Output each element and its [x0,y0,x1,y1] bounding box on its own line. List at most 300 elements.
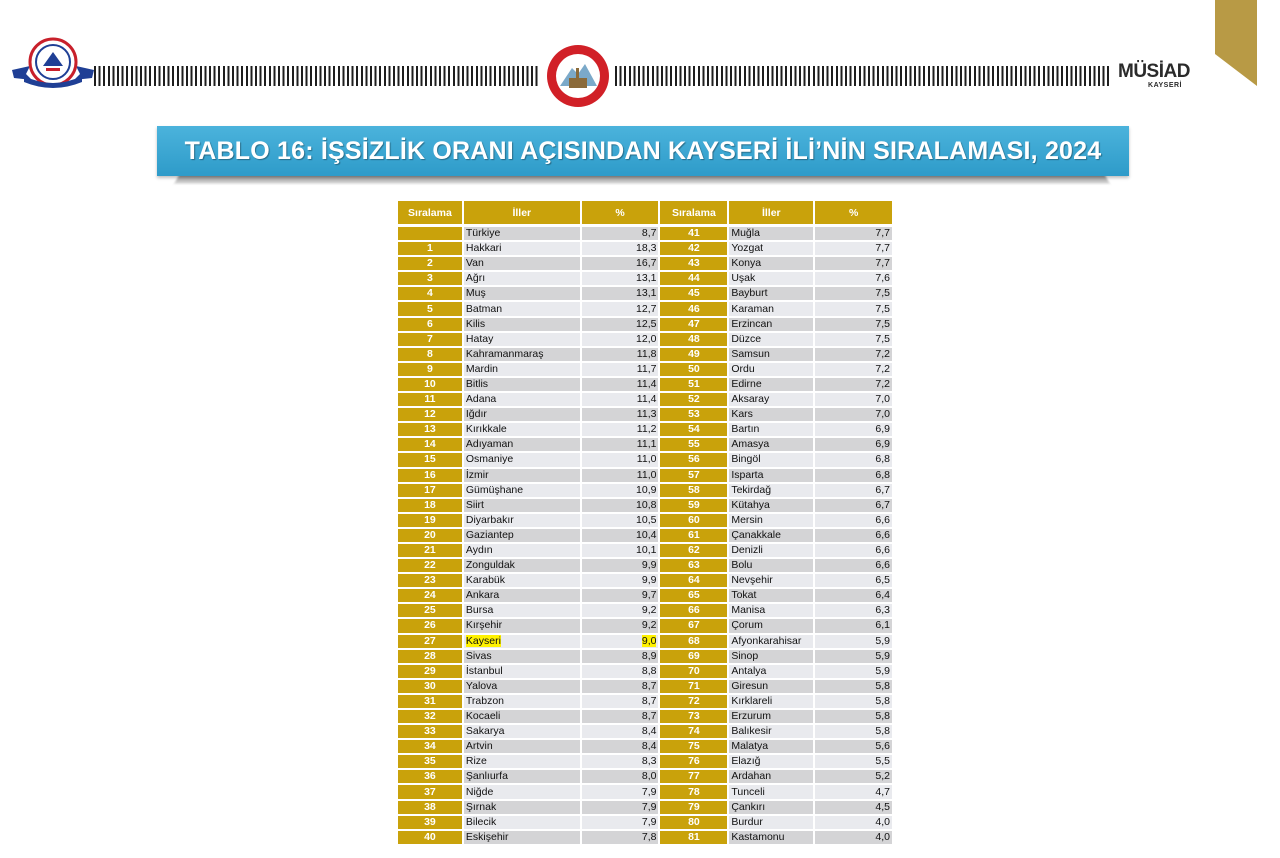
city-cell-text: Yalova [465,679,498,692]
percent-cell [582,423,659,438]
rank-cell [398,725,462,740]
table-row [660,257,892,272]
percent-cell [815,680,892,695]
rank-cell [398,287,462,302]
percent-cell [815,695,892,710]
city-cell [464,302,580,317]
rank-cell-text: 43 [688,257,700,270]
percent-cell [815,529,892,544]
rank-cell-text: 50 [688,362,700,375]
rank-cell [660,619,727,634]
percent-cell [582,650,659,665]
rank-cell-text: 65 [688,589,700,602]
percent-cell [582,453,659,468]
rank-cell-text: 40 [424,830,436,843]
percent-cell-text: 9,7 [641,589,657,602]
table-row [398,680,658,695]
rank-cell [398,318,462,333]
rank-cell [660,242,727,257]
rank-cell-text: 51 [688,377,700,390]
percent-cell [815,559,892,574]
city-cell-text: Tokat [731,589,757,602]
percent-cell-text: 7,2 [875,377,890,390]
rank-cell-text: 1 [427,242,433,255]
rank-cell [660,363,727,378]
rank-cell-text: 9 [427,362,433,375]
rank-cell-text: 31 [424,694,436,707]
table-row [660,227,892,242]
rank-cell-text: 42 [688,242,700,255]
city-cell [464,801,580,816]
university-logo [10,36,96,92]
city-cell [729,423,813,438]
rank-cell [660,831,727,846]
rank-cell [398,514,462,529]
percent-cell-text: 4,7 [875,785,890,798]
table-row [398,514,658,529]
city-cell-text: Tunceli [731,785,765,798]
rank-cell [398,227,462,242]
musiad-logo-sub: KAYSERİ [1148,82,1182,89]
city-cell-text: Aksaray [731,393,770,406]
percent-cell-text: 8,9 [641,649,657,662]
rank-cell [398,740,462,755]
percent-cell-text: 6,3 [875,604,890,617]
percent-cell-text: 5,9 [875,664,890,677]
percent-cell [815,318,892,333]
city-cell-text: Amasya [731,438,770,451]
percent-cell [582,544,659,559]
rank-cell [398,650,462,665]
percent-cell-text: 11,1 [636,438,657,451]
rank-cell [660,665,727,680]
percent-cell-text: 6,1 [875,619,890,632]
title-banner [157,126,1129,176]
rank-cell [660,272,727,287]
table-row [398,438,658,453]
rank-cell [660,710,727,725]
percent-cell [815,469,892,484]
table-row [660,740,892,755]
percent-cell-text: 11,0 [636,453,657,466]
rank-cell-text: 23 [424,574,436,587]
city-cell [729,770,813,785]
percent-cell [815,227,892,242]
table-row [660,378,892,393]
rank-cell [398,589,462,604]
percent-cell-text: 6,6 [875,528,890,541]
header-rank: Sıralama [660,201,727,227]
percent-cell-text: 11,3 [636,408,657,421]
rank-cell [398,302,462,317]
rank-cell-text: 21 [424,544,436,557]
rank-cell-text: 33 [424,725,436,738]
percent-cell [815,242,892,257]
rank-cell [660,333,727,348]
city-cell-text: Hatay [465,332,494,345]
rank-cell-text: 67 [688,619,700,632]
rank-cell [398,348,462,363]
rank-cell [660,740,727,755]
percent-cell [582,785,659,800]
rank-cell-text: 14 [424,438,436,451]
table-row [398,725,658,740]
table-row [398,499,658,514]
percent-cell-text: 10,8 [636,498,657,511]
page-title: TABLO 16: İŞSİZLİK ORANI AÇISINDAN KAYSERİ İLİ’NİN SIRALAMASI, 2024 [184,136,1102,165]
rank-cell [398,333,462,348]
percent-cell [582,604,659,619]
table-row [398,710,658,725]
rank-cell [398,801,462,816]
percent-cell-text: 6,4 [875,589,890,602]
rank-cell-text: 59 [688,498,700,511]
rank-cell [660,302,727,317]
table-row [398,453,658,468]
city-cell-text: Isparta [731,468,764,481]
rank-cell [398,770,462,785]
table-row [660,438,892,453]
table-header-row [398,201,658,227]
rank-cell [398,499,462,514]
city-cell [464,438,580,453]
city-cell [729,710,813,725]
rank-cell [660,574,727,589]
rank-cell-text: 36 [424,770,436,783]
decorative-barcode-right [615,66,1112,86]
city-cell [729,635,813,650]
table-row [398,423,658,438]
city-cell [464,272,580,287]
city-cell-text: Osmaniye [465,453,514,466]
city-cell [464,695,580,710]
percent-cell [582,831,659,846]
city-cell-text: Karaman [731,302,774,315]
rank-cell [660,499,727,514]
city-cell-text: Kayseri [465,634,501,647]
city-cell [729,589,813,604]
table-row [398,650,658,665]
city-cell-text: Bolu [731,559,753,572]
city-cell [729,272,813,287]
city-cell [729,242,813,257]
percent-cell [815,302,892,317]
table-row [398,589,658,604]
table-row [660,453,892,468]
city-cell [464,740,580,755]
rank-cell [660,589,727,604]
city-cell [464,710,580,725]
rank-cell-text: 19 [424,513,436,526]
city-cell [729,801,813,816]
percent-cell-text: 6,9 [875,423,890,436]
rank-cell-text: 64 [688,574,700,587]
city-cell-text: Siirt [465,498,484,511]
ranking-table-left [396,201,660,846]
city-cell [729,499,813,514]
table-row [660,785,892,800]
city-cell-text: İzmir [465,468,489,481]
city-cell-text: Hakkari [465,242,502,255]
city-cell-text: Erzincan [731,317,773,330]
percent-cell-text: 7,0 [875,408,890,421]
city-cell-text: Kastamonu [731,830,785,843]
rank-cell-text: 73 [688,710,700,723]
rank-cell [660,408,727,423]
percent-cell [815,423,892,438]
rank-cell-text: 74 [688,725,700,738]
city-cell-text: Yozgat [731,242,764,255]
city-cell [464,242,580,257]
rank-cell [660,484,727,499]
rank-cell-text: 60 [688,513,700,526]
rank-cell [398,574,462,589]
table-row [660,816,892,831]
percent-cell [582,695,659,710]
rank-cell-text: 55 [688,438,700,451]
percent-cell [815,770,892,785]
city-cell-text: Adıyaman [465,438,514,451]
city-cell [464,378,580,393]
table-row [660,619,892,634]
city-cell-text: Diyarbakır [465,513,514,526]
rank-cell-text: 61 [688,528,700,541]
rank-cell-text: 38 [424,800,436,813]
percent-cell-text: 7,2 [875,347,890,360]
rank-cell-text: 22 [424,559,436,572]
percent-cell [582,287,659,302]
percent-cell [815,333,892,348]
percent-cell-text: 4,0 [875,830,890,843]
rank-cell [660,227,727,242]
table-row [398,469,658,484]
rank-cell-text: 26 [424,619,436,632]
rank-cell-text: 35 [424,755,436,768]
percent-cell-text: 7,2 [875,362,890,375]
city-cell [729,227,813,242]
table-row [398,559,658,574]
city-cell-text: Kırşehir [465,619,503,632]
rank-cell [660,635,727,650]
table-row [660,801,892,816]
city-cell-text: Bayburt [731,287,768,300]
table-row [398,740,658,755]
percent-cell-text: 7,6 [875,272,890,285]
rank-cell-text: 72 [688,694,700,707]
city-cell-text: Burdur [731,815,763,828]
rank-cell-text: 2 [427,257,433,270]
percent-cell-text: 4,0 [875,815,890,828]
rank-cell [398,665,462,680]
city-cell-text: Manisa [731,604,766,617]
city-cell [464,257,580,272]
rank-cell-text: 32 [424,710,436,723]
city-cell-text: Kırıkkale [465,423,507,436]
rank-cell [660,514,727,529]
city-cell-text: Samsun [731,347,770,360]
percent-cell-text: 16,7 [636,257,657,270]
rank-cell-text: 44 [688,272,700,285]
percent-cell [815,785,892,800]
percent-cell [582,801,659,816]
percent-cell-text: 11,4 [636,393,657,406]
percent-cell [815,499,892,514]
table-row [398,695,658,710]
rank-cell-text: 58 [688,483,700,496]
city-cell [464,785,580,800]
city-cell [464,574,580,589]
rank-cell-text: 41 [688,227,700,240]
city-cell [464,453,580,468]
rank-cell [398,363,462,378]
city-cell [729,650,813,665]
percent-cell-text: 6,5 [875,574,890,587]
table-row [660,529,892,544]
city-cell-text: Batman [465,302,503,315]
rank-cell-text: 16 [424,468,436,481]
percent-cell [815,619,892,634]
city-cell [729,453,813,468]
rank-cell-text: 8 [427,347,433,360]
percent-cell-text: 11,7 [636,362,657,375]
rank-cell [398,408,462,423]
percent-cell-text: 7,5 [875,317,890,330]
percent-cell-text: 11,0 [636,468,657,481]
percent-cell-text: 7,7 [875,242,890,255]
header-city: İller [729,201,813,227]
rank-cell-text: 10 [424,377,436,390]
header-rank: Sıralama [398,201,462,227]
percent-cell-text: 5,5 [875,755,890,768]
city-cell-text: Gümüşhane [465,483,524,496]
city-cell [464,484,580,499]
table-row [660,650,892,665]
ranking-table [398,201,894,846]
city-cell-text: Sakarya [465,725,505,738]
table-row [398,529,658,544]
city-cell-text: Muş [465,287,486,300]
table-row [398,831,658,846]
percent-cell-text: 11,2 [636,423,657,436]
percent-cell [582,665,659,680]
percent-cell [582,770,659,785]
percent-cell-text: 6,7 [875,483,890,496]
rank-cell [660,453,727,468]
city-cell [729,302,813,317]
rank-cell-text: 7 [427,332,433,345]
rank-cell-text: 3 [427,272,433,285]
table-row [660,393,892,408]
city-cell-text: Sinop [731,649,759,662]
table-row [660,695,892,710]
city-cell [729,604,813,619]
ranking-table-right [658,201,894,846]
table-header-row [660,201,892,227]
rank-cell [660,680,727,695]
table-row [660,635,892,650]
city-cell-text: Denizli [731,544,763,557]
percent-cell-text: 7,9 [641,800,657,813]
rank-cell-text: 70 [688,664,700,677]
rank-cell-text: 54 [688,423,700,436]
percent-cell [582,740,659,755]
percent-cell [582,710,659,725]
rank-cell [660,816,727,831]
table-row [398,604,658,619]
city-cell [729,725,813,740]
rank-cell [660,755,727,770]
table-row [660,272,892,287]
percent-cell [815,725,892,740]
rank-cell [398,695,462,710]
percent-cell [582,393,659,408]
city-cell [729,831,813,846]
city-cell-text: Mardin [465,362,498,375]
city-cell-text: Muğla [731,227,760,240]
city-cell [464,333,580,348]
city-cell-text: Tekirdağ [731,483,772,496]
rank-cell-text: 37 [424,785,436,798]
percent-cell [582,242,659,257]
percent-cell [582,302,659,317]
city-cell [729,469,813,484]
rank-cell [660,393,727,408]
city-cell [729,363,813,378]
percent-cell [582,619,659,634]
percent-cell [815,484,892,499]
city-cell-text: Ağrı [465,272,486,285]
percent-cell [815,544,892,559]
table-row [398,333,658,348]
rank-cell [398,484,462,499]
percent-cell [815,257,892,272]
percent-cell [815,755,892,770]
rank-cell-text: 77 [688,770,700,783]
table-row [660,755,892,770]
percent-cell [815,453,892,468]
city-cell [464,318,580,333]
percent-cell [815,514,892,529]
percent-cell [815,665,892,680]
table-row [660,559,892,574]
rank-cell-text: 25 [424,604,436,617]
rank-cell [660,695,727,710]
header-percent: % [582,201,659,227]
percent-cell-text: 5,8 [875,710,890,723]
rank-cell-text: 39 [424,815,436,828]
rank-cell-text: 28 [424,649,436,662]
table-row [660,302,892,317]
percent-cell [582,227,659,242]
table-row [398,272,658,287]
rank-cell [660,469,727,484]
city-cell [464,227,580,242]
table-row [398,770,658,785]
percent-cell [582,333,659,348]
city-cell-text: Kırklareli [731,694,773,707]
rank-cell-text: 45 [688,287,700,300]
percent-cell-text: 5,6 [875,740,890,753]
rank-cell-text: 52 [688,393,700,406]
city-cell [464,423,580,438]
city-cell-text: Bingöl [731,453,761,466]
rank-cell [660,318,727,333]
city-cell-text: Trabzon [465,694,505,707]
city-cell [729,785,813,800]
percent-cell-text: 13,1 [636,287,657,300]
percent-cell-text: 7,9 [641,785,657,798]
city-cell-text: Mersin [731,513,763,526]
